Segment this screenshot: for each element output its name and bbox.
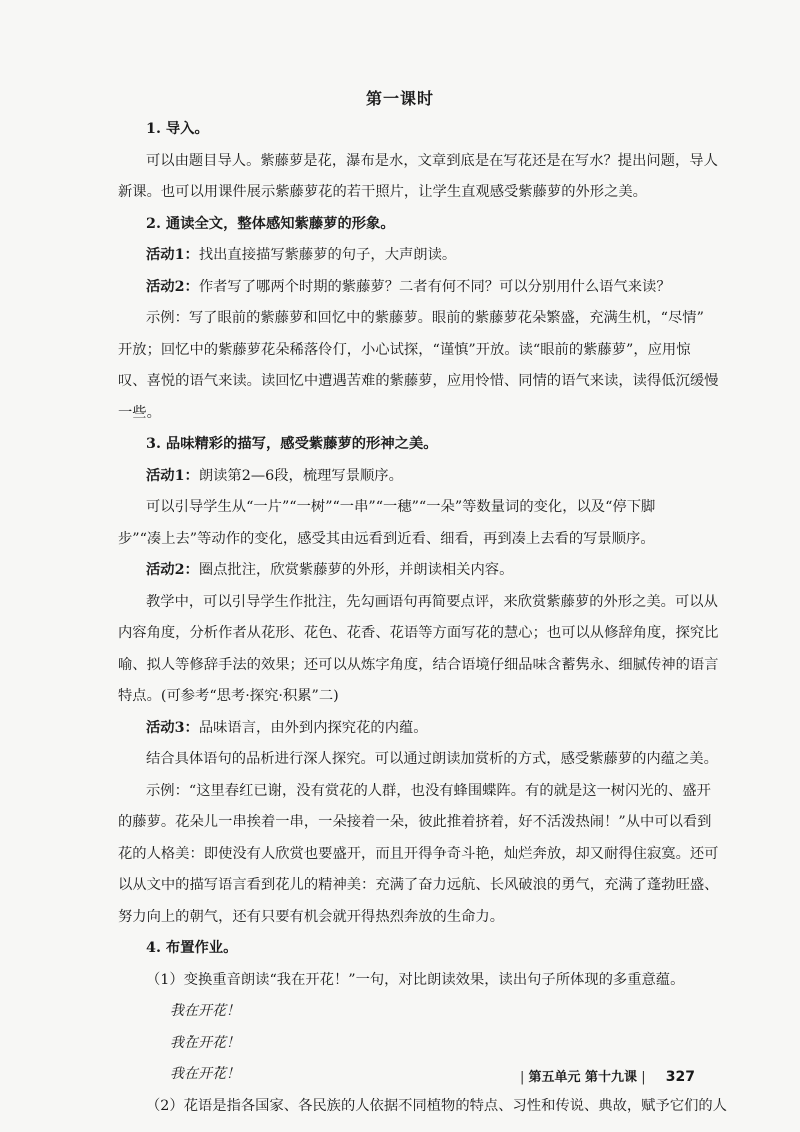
bold-label: 1. 导入。: [146, 121, 209, 137]
text-line: [118, 492, 688, 524]
line-text: 示例：“这里春红已谢，没有赏花的人群，也没有蜂围蝶阵。有的就是这一树闪光的、盛开: [146, 782, 711, 799]
footer-divider-left: |: [520, 1070, 525, 1085]
text-line: [118, 146, 718, 178]
hw-char: 我: [170, 1034, 184, 1051]
text-line: [118, 681, 688, 713]
bold-label: 2. 通读全文，整体感知紫藤萝的形象。: [146, 215, 395, 232]
hw-char: ！: [226, 1034, 240, 1051]
line-text: 教学中，可以引导学生作批注，先勾画语句再简要点评，来欣赏紫藤萝的外形之美。可以从: [146, 593, 718, 610]
text-line: [118, 272, 688, 304]
text-line: [118, 713, 688, 745]
line-text: 作者写了哪两个时期的紫藤萝？二者有何不同？可以分别用什么语气来读？: [198, 278, 671, 295]
hw-char: ！: [226, 1003, 240, 1019]
stressed-char: 我: [170, 1003, 184, 1019]
line-text: 特点。(可参考“思考·探究·积累”二): [118, 688, 339, 704]
line-text: 找出直接描写紫藤萝的句子，大声朗读。: [198, 247, 457, 263]
section-heading: [118, 209, 688, 241]
line-text: 可以引导学生从“一片”“一树”“一串”“一穗”“一朵”等数量词的变化，以及“停下脚: [146, 499, 656, 515]
line-text: （1）变换重音朗读“我在开花！”一句，对比朗读效果，读出句子所体现的多重意蕴。: [146, 971, 685, 988]
hw-char: 我: [170, 1066, 184, 1082]
text-line: [118, 524, 688, 556]
unit-lesson-label: 第五单元 第十九课: [528, 1070, 638, 1085]
text-line: [118, 555, 688, 587]
hw-char: 开: [198, 1066, 212, 1082]
text-line: [118, 587, 718, 619]
text-line: [118, 776, 711, 808]
line-text: 内容角度，分析作者从花形、花色、花香、花语等方面写花的慧心；也可以从修辞角度，探究比: [118, 625, 719, 641]
text-line: [118, 965, 688, 997]
stressed-char: 在: [184, 1034, 198, 1051]
text-line: [118, 177, 688, 209]
line-text: 圈点批注，欣赏紫藤萝的外形，并朗读相关内容。: [198, 562, 514, 578]
line-text: 努力向上的朝气，还有只要有机会就开得热烈奔放的生命力。: [118, 908, 505, 925]
text-line: [118, 839, 719, 871]
text-line: [118, 335, 691, 367]
hw-char: 在: [184, 1066, 198, 1082]
bold-label: 4. 布置作业。: [146, 940, 238, 956]
lesson-heading: 第一课时: [365, 89, 434, 108]
text-line: [118, 461, 688, 493]
bold-label: 活动1：: [146, 467, 199, 484]
line-text: 示例：写了眼前的紫藤萝和回忆中的紫藤萝。眼前的紫藤萝花朵繁盛，充满生机，“尽情”: [146, 310, 704, 326]
line-text: 朗读第2—6段，梳理写景顺序。: [198, 467, 403, 484]
hw-char: 花: [212, 1003, 226, 1019]
hw-char: 开: [198, 1003, 212, 1019]
text-line: [118, 744, 718, 776]
section-heading: [118, 114, 688, 146]
page-number: 327: [665, 1069, 695, 1085]
line-text: 叹、喜悦的语气来读。读回忆中遭遇苦难的紫藤萝，应用怜惜、同情的语气来读，读得低沉缓慢: [118, 373, 719, 389]
text-line: [118, 870, 719, 902]
bold-label: 活动3：: [146, 719, 199, 736]
handwritten-line: [118, 1028, 688, 1060]
hw-char: ！: [226, 1066, 240, 1082]
line-text: 一些。: [118, 404, 161, 421]
text-line: [118, 303, 704, 335]
homework-item-2: （2）花语是指各国家、各民族的人依据不同植物的特点、习性和传说、典故，赋予它们的人: [146, 1097, 727, 1114]
bold-label: 3. 品味精彩的描写，感受紫藤萝的形神之美。: [146, 436, 438, 452]
line-text: 喻、拟人等修辞手法的效果；还可以从炼字角度，结合语境仔细品味含蓄隽永、细腻传神的语言: [118, 656, 719, 673]
text-line: [118, 618, 719, 650]
hw-char: 在: [184, 1003, 198, 1019]
line-text: 品味语言，由外到内探究花的内蕴。: [198, 719, 428, 736]
footer-divider-right: |: [641, 1070, 646, 1085]
hw-char: 开: [198, 1034, 212, 1051]
section-heading: [118, 429, 688, 461]
line-text: 新课。也可以用课件展示紫藤萝花的若干照片，让学生直观感受紫藤萝的外形之美。: [118, 184, 647, 200]
text-line: [118, 650, 719, 682]
page-footer: [520, 1066, 695, 1085]
line-text: 可以由题目导人。紫藤萝是花，瀑布是水，文章到底是在写花还是在写水？提出问题，导人: [146, 152, 718, 169]
handwritten-line: [118, 996, 688, 1028]
section-heading: [118, 933, 688, 965]
line-text: 花的人格美：即使没有人欣赏也要盛开，而且开得争奇斗艳，灿烂奔放，却又耐得住寂寞。还可: [118, 845, 719, 862]
line-text: 开放；回忆中的紫藤萝花朵稀落伶仃，小心试探，“谨慎”开放。读“眼前的紫藤萝”，应用惊: [118, 341, 691, 358]
line-text: 的藤萝。花朵儿一串挨着一串，一朵接着一朵，彼此推着挤着，好不活泼热闹！”从中可以看到: [118, 814, 712, 830]
hw-char: 花: [212, 1034, 226, 1051]
text-line: [118, 902, 688, 934]
line-text: 步”“凑上去”等动作的变化，感受其由远看到近看、细看，再到凑上去看的写景顺序。: [118, 530, 655, 547]
text-line: [118, 366, 719, 398]
stressed-char: 花: [212, 1066, 226, 1082]
text-line: [118, 398, 688, 430]
line-text: 结合具体语句的品析进行深人探究。可以通过朗读加赏析的方式，感受紫藤萝的内蕴之美。: [146, 751, 718, 767]
text-line: [118, 807, 712, 839]
bold-label: 活动1：: [146, 247, 199, 263]
text-line: [118, 240, 688, 272]
bold-label: 活动2：: [146, 562, 199, 578]
bold-label: 活动2：: [146, 278, 199, 295]
line-text: 以从文中的描写语言看到花儿的精神美：充满了奋力远航、长风破浪的勇气，充满了蓬勃旺盛、: [118, 877, 719, 893]
body-lines: [118, 114, 719, 996]
page-body: [118, 114, 727, 1122]
